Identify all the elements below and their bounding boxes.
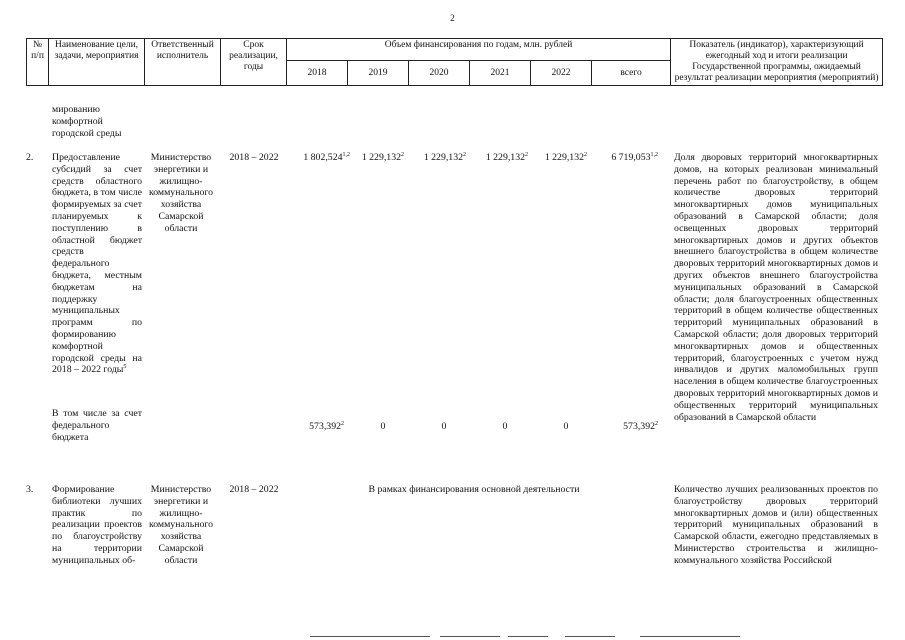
row2-sub-value-2021: 0 [502,421,508,432]
footer-line [640,636,740,637]
row2-executor: Министерство энергетики и жилищно-коммунального хозяйства Самарской области [148,152,214,234]
header-indicator: Показатель (индикатор), характеризующий ежегодный ход и итоги реализации Государственной программы, ожидаемый результат реализации мероприятия (мероприятий) [671,39,883,86]
header-funding: Объем финансирования по годам, млн. рублей [287,39,671,61]
row2-value-total: 6 719,053$^{1,2}$ [611,152,658,163]
row2-sub-value-2018: 573,392$^2$ [309,421,344,432]
row2-name: Предоставление субсидий за счет средств областного бюджета, в том числе формируемых за счет планируемых к поступлению в областной бюджет средств федерального бюджета, местным бюджетам на поддержку муниципальных программ по формированию комфортной городской среды на 2018 – 2022 годы$^5$ [52,152,142,376]
row2-sub-value-2022: 0 [563,421,569,432]
row2-sub-value-2019: 0 [380,421,386,432]
header-year-2022: 2022 [531,61,592,86]
row3-indicator: Количество лучших реализованных проектов по благоустройству дворовых территорий многоквартирных домов и (или) общественных территорий муниципальных образований в Самарской области, ежегодно представляемых в Министерство строительства и жилищно-коммунального хозяйства Российской [674,484,878,566]
header-year-2020: 2020 [409,61,470,86]
row2-value-2022: 1 229,132$^2$ [544,152,587,163]
table-header [26,38,883,86]
row2-num: 2. [26,152,34,163]
footer-line [565,636,615,637]
row2-value-2021: 1 229,132$^2$ [485,152,528,163]
row2-value-2020: 1 229,132$^2$ [423,152,466,163]
row2-value-2018: 1 802,524$^{1,2}$ [303,152,350,163]
row2-term: 2018 – 2022 [229,152,279,163]
footer-line [310,636,430,637]
row2-sub-label: В том числе за счет федерального бюджета [52,408,142,443]
header-year-2019: 2019 [348,61,409,86]
row3-executor: Министерство энергетики и жилищно-коммунального хозяйства Самарской области [148,484,214,566]
row3-num: 3. [26,484,34,495]
row3-funding-note: В рамках финансирования основной деятельности [368,484,580,495]
header-executor: Ответственный исполнитель [145,39,221,86]
footer-line [440,636,500,637]
carry-over-text: мированию комфортной городской среды [52,104,122,139]
header-num: № п/п [27,39,49,86]
row3-name: Формирование библиотеки лучших практик по реализации проектов по благоустройству на территории муниципальных об- [52,484,142,566]
header-year-2021: 2021 [470,61,531,86]
row2-indicator: Доля дворовых территорий многоквартирных домов, на которых реализован минимальный перечень работ по благоустройству, в общем количестве дворовых территорий многоквартирных домов муниципальных образований в Самарской области; доля освещенных дворовых территорий многоквартирных домов и других объектов внешнего благоустройства в общем количестве дворовых территорий многоквартирных домов и других объектов внешнего благоустройства муниципальных образований в Самарской области; доля благоустроенных общественных территорий в общем количестве общественных территорий муниципальных образований в Самарской области; доля дворовых территорий многоквартирных домов и общественных территорий, благоустроенных с учетом нужд инвалидов и других маломобильных групп населения в общем количестве благоустроенных дворовых территорий многоквартирных домов и общественных территорий муниципальных образований в Самарской области [674,152,878,423]
footer-line [508,636,548,637]
header-name: Наименование цели, задачи, мероприятия [49,39,145,86]
page-number: 2 [450,13,455,23]
header-year-2018: 2018 [287,61,348,86]
row2-sub-value-2020: 0 [441,421,447,432]
header-total: всего [592,61,671,86]
row2-sub-value-total: 573,392$^2$ [623,421,658,432]
row2-value-2019: 1 229,132$^2$ [361,152,404,163]
header-term: Срок реализации, годы [221,39,287,86]
row3-term: 2018 – 2022 [229,484,279,495]
